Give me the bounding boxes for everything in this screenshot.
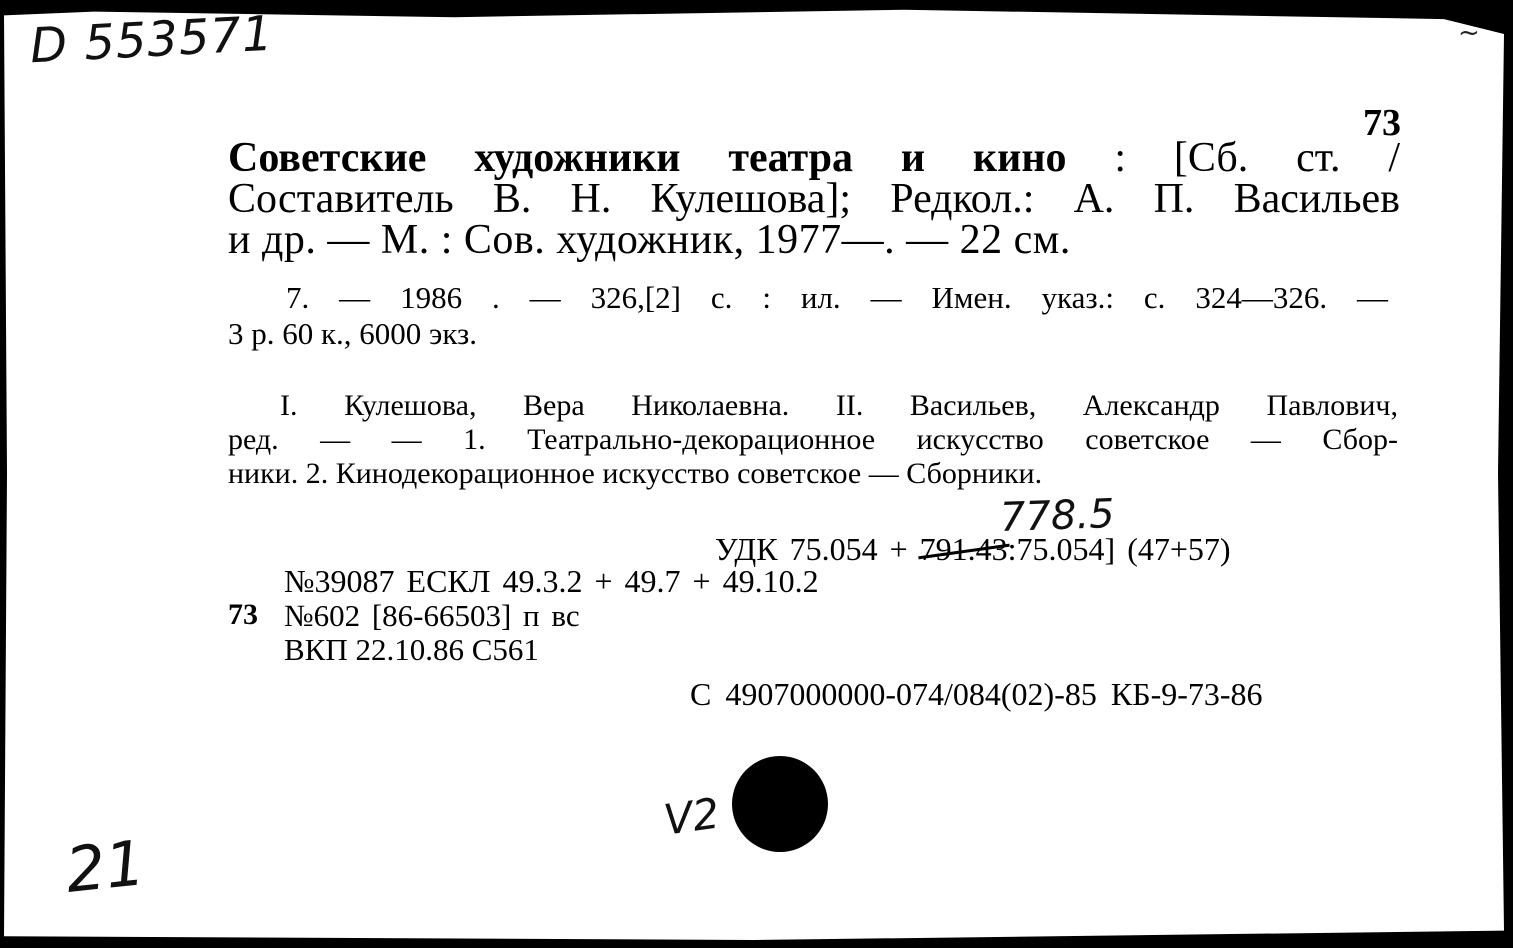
title-line-2: Составитель В. Н. Кулешова]; Редкол.: А. П. Васильев [228, 176, 1400, 222]
udk-prefix: УДК 75.054 + [715, 531, 920, 567]
catalog-code: С 4907000000-074/084(02)-85 КБ-9-73-86 [690, 676, 1263, 712]
handwritten-udk-correction: 778.5 [999, 491, 1116, 541]
vkp-line: ВКП 22.10.86 С561 [284, 632, 539, 667]
volume-line-1: 7. — 1986 . — 326,[2] с. : ил. — Имен. указ.: с. 324—326. — [286, 280, 1388, 315]
tracing-line-3: ники. 2. Кинодекорационное искусство советское — Сборники. [228, 457, 1043, 490]
udk-classification [715, 533, 1231, 565]
udk-struck-code: 791.43 [919, 531, 1008, 567]
handwritten-check-mark: V2 [660, 788, 723, 845]
tracing-line-1: I. Кулешова, Вера Николаевна. II. Васильев, Александр Павлович, [280, 389, 1398, 422]
tracing-line-2: ред. — — 1. Театрально-декорационное искусство советское — Сбор- [228, 423, 1398, 456]
title-line-1-rest: : [Сб. ст. / [1066, 135, 1400, 181]
order-line: №602 [86-66503] п вс [284, 598, 580, 633]
punch-hole [732, 756, 828, 852]
title-entry [228, 135, 1400, 263]
order-prefix: 73 [228, 598, 258, 631]
corner-scribble: ~ [1458, 18, 1480, 48]
book-title: Советские художники театра и кино [228, 135, 1067, 181]
inventory-number: D 553571 [28, 5, 275, 75]
title-line-3: и др. — М. : Сов. художник, 1977—. — 22 см. [228, 217, 1071, 263]
title-line-1 [228, 135, 1400, 181]
handwritten-number: 21 [62, 826, 149, 907]
tracings [228, 389, 1398, 491]
volume-description [228, 280, 1388, 352]
volume-line-2: 3 р. 60 к., 6000 экз. [228, 316, 478, 351]
udk-suffix: :75.054] (47+57) [1007, 531, 1231, 567]
lbc-classification: №39087 ЕСКЛ 49.3.2 + 49.7 + 49.10.2 [284, 563, 819, 599]
page-number: 73 [1363, 102, 1401, 144]
